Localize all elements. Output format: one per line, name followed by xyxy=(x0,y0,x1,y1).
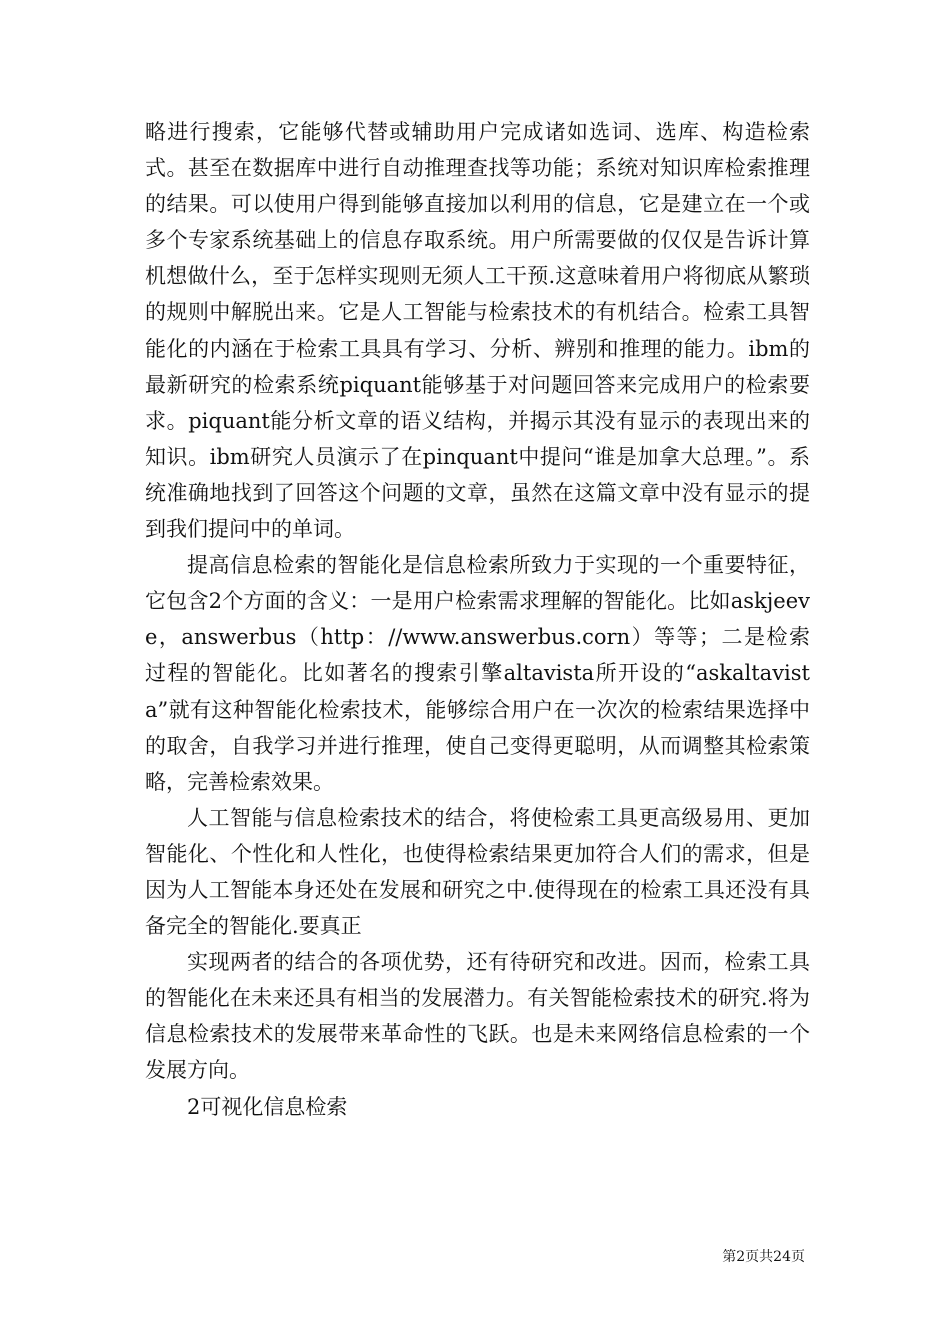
section-heading-visual-retrieval: 2可视化信息检索 xyxy=(187,1094,348,1119)
paragraph-continued: 略进行搜索，它能够代替或辅助用户完成诸如选词、选库、构造检索式。甚至在数据库中进行自动推理查找等功能；系统对知识库检索推理的结果。可以使用户得到能够直接加以利用的信息，它是建立在一个或多个专家系统基础上的信息存取系统。用户所需要做的仅仅是告诉计算机想做什么，至于怎样实现则无须人工干预.这意味着用户将彻底从繁琐的规则中解脱出来。它是人工智能与检索技术的有机结合。检索工具智能化的内涵在于检索工具具有学习、分析、辨别和推理的能力。ibm的最新研究的检索系统piquant能够基于对问题回答来完成用户的检索要求。piquant能分析文章的语义结构，并揭示其没有显示的表现出来的知识。ibm研究人员演示了在pinquant中提问“谁是加拿大总理。”。系统准确地找到了回答这个问题的文章，虽然在这篇文章中没有显示的提到我们提问中的单词。 xyxy=(145,120,810,542)
document-body xyxy=(145,114,810,1125)
paragraph-ai-combination: 人工智能与信息检索技术的结合，将使检索工具更高级易用、更加智能化、个性化和人性化，也使得检索结果更加符合人们的需求，但是因为人工智能本身还处在发展和研究之中.使得现在的检索工具还没有具备完全的智能化.要真正 xyxy=(145,805,810,939)
page-number-footer: 第2页共24页 xyxy=(722,1249,805,1265)
paragraph-future-potential: 实现两者的结合的各项优势，还有待研究和改进。因而，检索工具的智能化在未来还具有相当的发展潜力。有关智能检索技术的研究.将为信息检索技术的发展带来革命性的飞跃。也是未来网络信息检索的一个发展方向。 xyxy=(145,950,810,1083)
paragraph-intelligent-retrieval: 提高信息检索的智能化是信息检索所致力于实现的一个重要特征，它包含2个方面的含义：一是用户检索需求理解的智能化。比如askjeeve，answerbus（http：//www.answerbus.corn）等等；二是检索过程的智能化。比如著名的搜索引擎altavista所开设的“askaltavista”就有这种智能化检索技术，能够综合用户在一次次的检索结果选择中的取舍，自我学习并进行推理，使自己变得更聪明，从而调整其检索策略，完善检索效果。 xyxy=(145,553,810,794)
